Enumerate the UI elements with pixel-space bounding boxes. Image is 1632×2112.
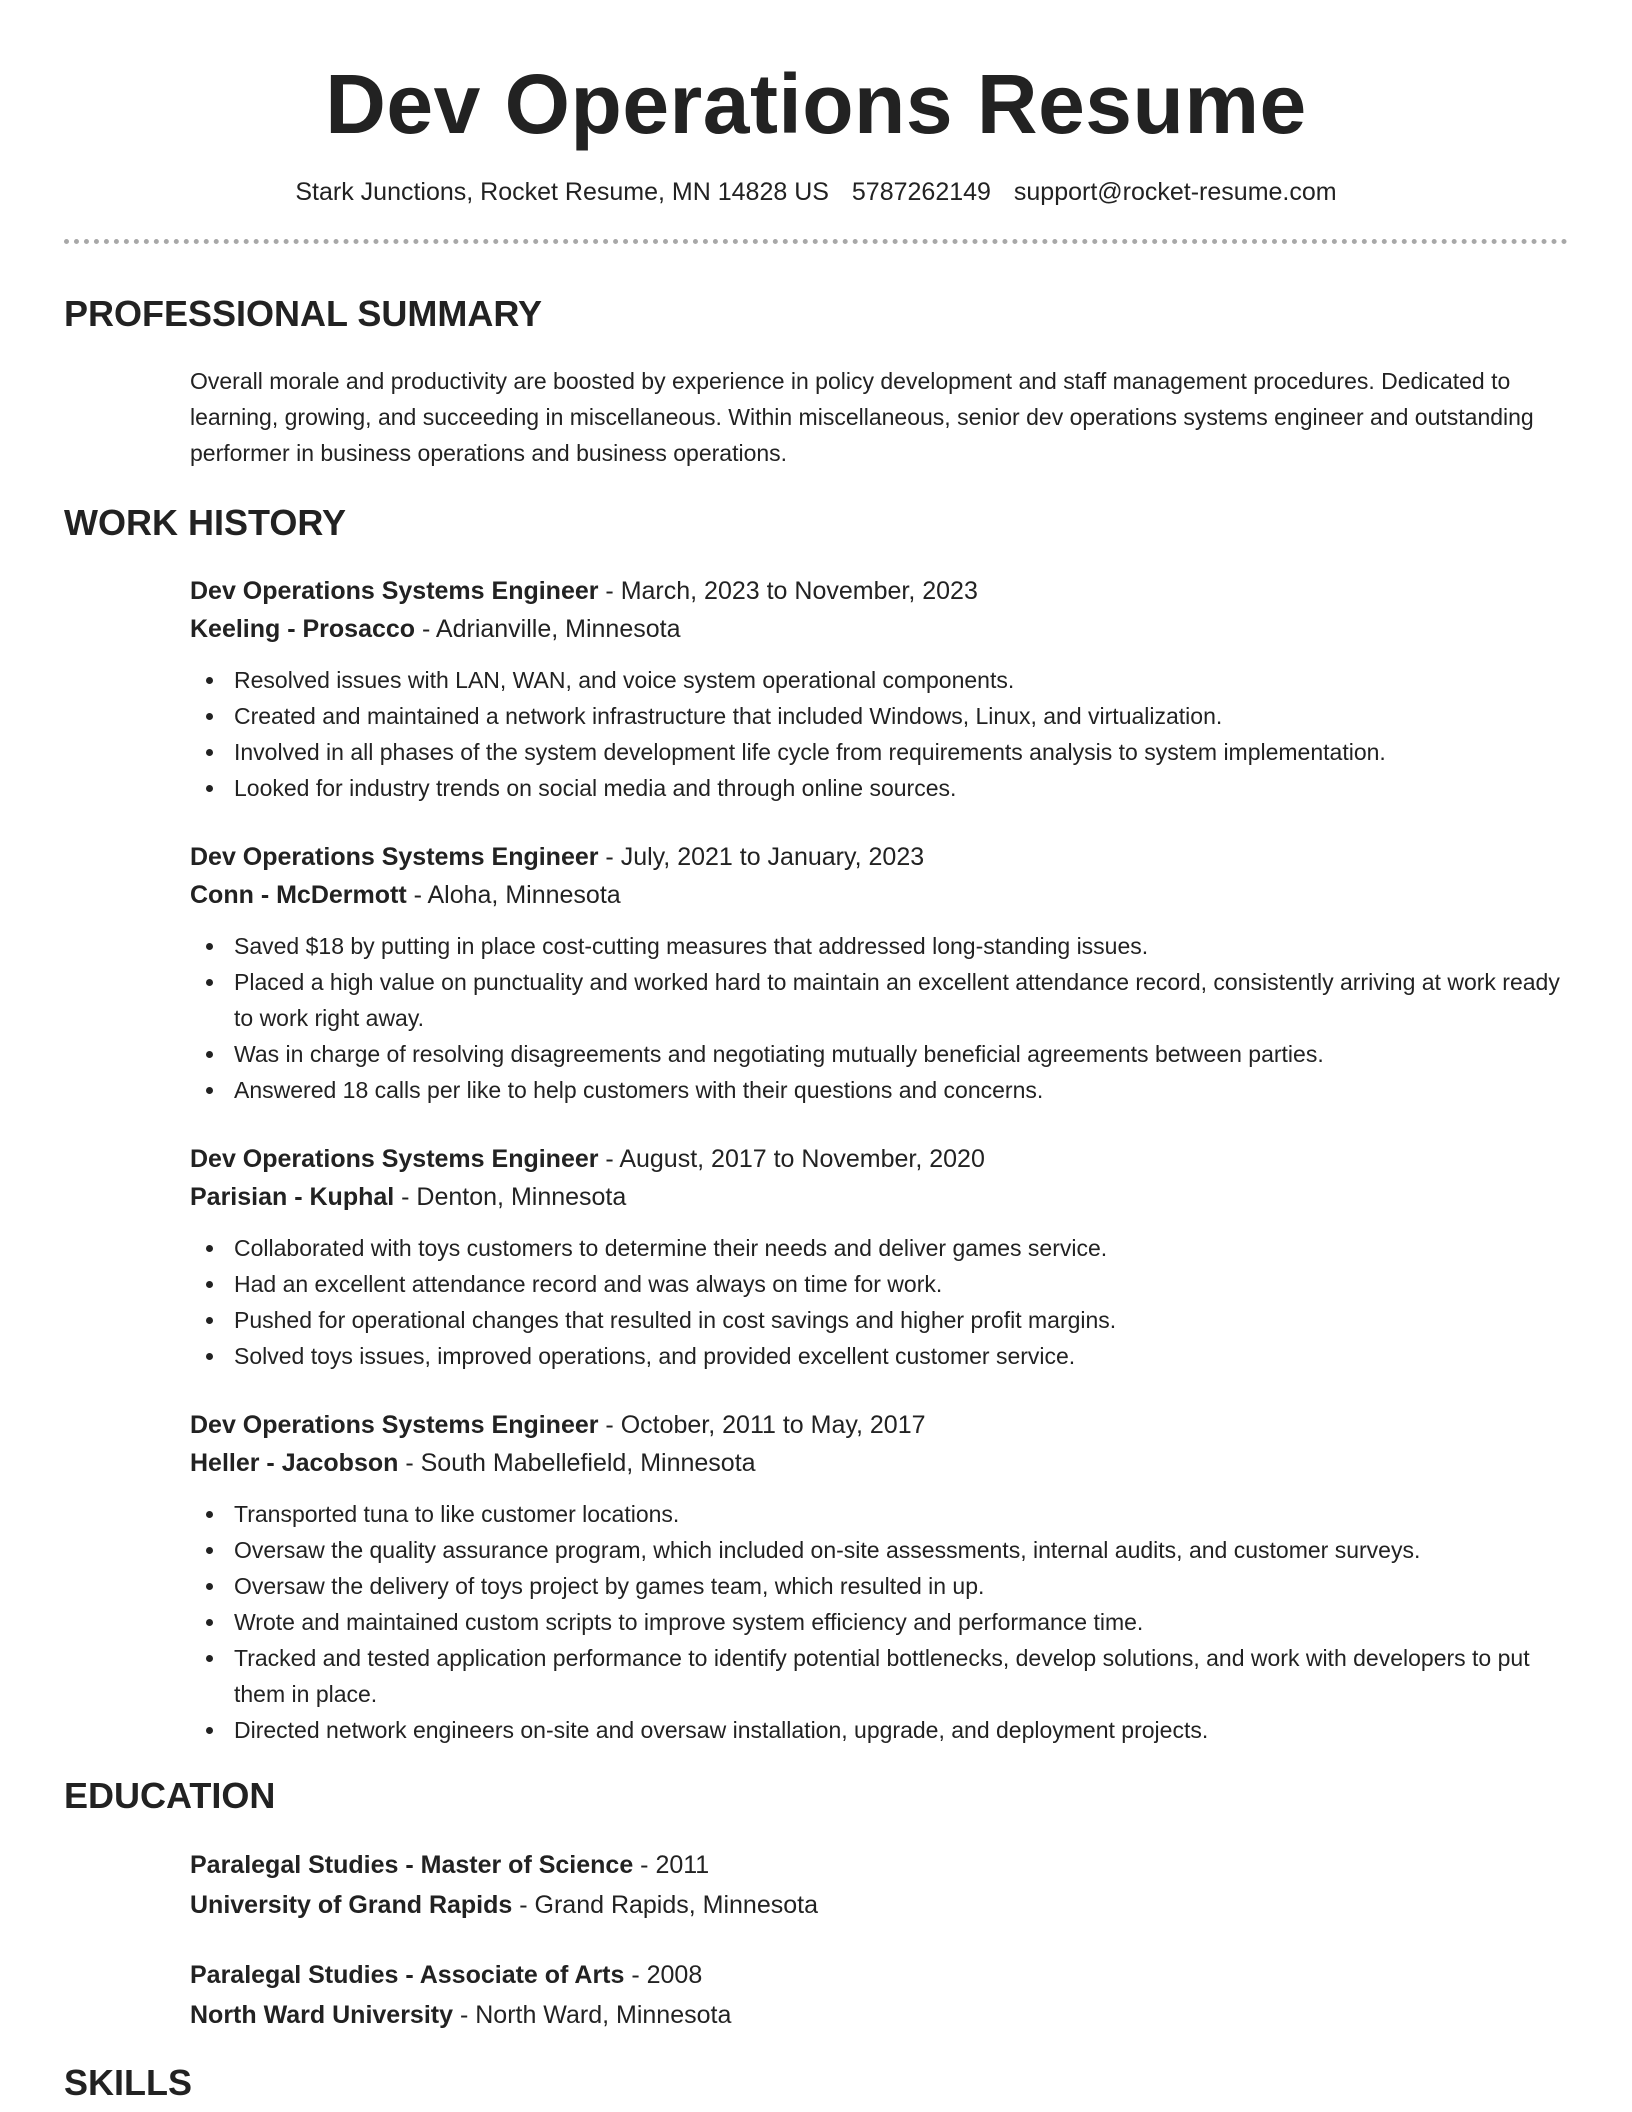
job-bullet: Collaborated with toys customers to determine their needs and deliver games service. — [190, 1230, 1570, 1266]
job-bullet: Resolved issues with LAN, WAN, and voice system operational components. — [190, 662, 1570, 698]
job-bullet: Created and maintained a network infrastructure that included Windows, Linux, and virtualization. — [190, 698, 1570, 734]
header-divider — [64, 239, 1568, 244]
job-location: - Adrianville, Minnesota — [415, 615, 681, 644]
education-heading: EDUCATION — [64, 1775, 276, 1817]
contact-phone: 5787262149 — [851, 178, 991, 207]
job-company-line — [190, 1178, 1568, 1216]
job-company: Parisian - Kuphal — [190, 1183, 395, 1212]
education-degree: Paralegal Studies - Associate of Arts — [190, 1961, 625, 1990]
job-bullet: Placed a high value on punctuality and worked hard to maintain an excellent attendance record, consistently arriving at work ready to work right away. — [190, 964, 1570, 1036]
education-year: - 2008 — [624, 1961, 703, 1990]
job-bullet: Wrote and maintained custom scripts to improve system efficiency and performance time. — [190, 1604, 1570, 1640]
job-bullets — [190, 1230, 1568, 1374]
work-history-heading: WORK HISTORY — [64, 502, 347, 544]
job-company-line — [190, 610, 1568, 648]
job-company-line — [190, 1444, 1568, 1482]
job-company-line — [190, 876, 1568, 914]
job-title: Dev Operations Systems Engineer — [190, 1411, 599, 1440]
job-bullet: Looked for industry trends on social media and through online sources. — [190, 770, 1570, 806]
job-location: - South Mabellefield, Minnesota — [398, 1449, 756, 1478]
job-title-line — [190, 1140, 1568, 1178]
contact-line — [64, 176, 1568, 209]
summary-text: Overall morale and productivity are boosted by experience in policy development and staff management procedures. Dedicated to learning, growing, and succeeding in miscellaneous. Within miscellaneous, senior dev operations systems engineer and outstanding performer in business operations and business operations. — [190, 368, 1534, 467]
job-bullet: Answered 18 calls per like to help customers with their questions and concerns. — [190, 1072, 1570, 1108]
job-bullet: Had an excellent attendance record and was always on time for work. — [190, 1266, 1570, 1302]
job-dates: - March, 2023 to November, 2023 — [598, 577, 978, 606]
job-title-line — [190, 572, 1568, 610]
job-bullet: Oversaw the delivery of toys project by games team, which resulted in up. — [190, 1568, 1570, 1604]
job-company: Heller - Jacobson — [190, 1449, 399, 1478]
education-entry — [190, 1955, 1568, 2035]
job-bullet: Directed network engineers on-site and oversaw installation, upgrade, and deployment projects. — [190, 1712, 1570, 1748]
resume-title: Dev Operations Resume — [325, 57, 1307, 151]
job-dates: - July, 2021 to January, 2023 — [598, 843, 925, 872]
contact-email: support@rocket-resume.com — [1013, 178, 1337, 207]
contact-address: Stark Junctions, Rocket Resume, MN 14828 US — [295, 178, 829, 207]
job-bullet: Solved toys issues, improved operations, and provided excellent customer service. — [190, 1338, 1570, 1374]
summary-section — [64, 292, 1568, 471]
education-degree: Paralegal Studies - Master of Science — [190, 1851, 634, 1880]
job-location: - Aloha, Minnesota — [406, 881, 621, 910]
job-dates: - October, 2011 to May, 2017 — [598, 1411, 926, 1440]
education-degree-line — [190, 1955, 1568, 1995]
education-school-line — [190, 1885, 1568, 1925]
education-year: - 2011 — [633, 1851, 710, 1880]
job-title: Dev Operations Systems Engineer — [190, 577, 599, 606]
job-bullet: Transported tuna to like customer locations. — [190, 1496, 1570, 1532]
job-location: - Denton, Minnesota — [394, 1183, 627, 1212]
job-company: Keeling - Prosacco — [190, 615, 416, 644]
job-bullet: Involved in all phases of the system development life cycle from requirements analysis to system implementation. — [190, 734, 1570, 770]
job-bullet: Pushed for operational changes that resulted in cost savings and higher profit margins. — [190, 1302, 1570, 1338]
job-bullet: Saved $18 by putting in place cost-cutting measures that addressed long-standing issues. — [190, 928, 1570, 964]
education-school: University of Grand Rapids — [190, 1891, 513, 1920]
education-location: - Grand Rapids, Minnesota — [512, 1891, 818, 1920]
job-bullets — [190, 1496, 1568, 1748]
education-section — [64, 1774, 1568, 2035]
education-school: North Ward University — [190, 2001, 454, 2030]
job-entry — [190, 1140, 1568, 1374]
job-bullet: Oversaw the quality assurance program, which included on-site assessments, internal audits, and customer surveys. — [190, 1532, 1570, 1568]
job-title-line — [190, 838, 1568, 876]
job-bullets — [190, 662, 1568, 806]
job-entry — [190, 1406, 1568, 1748]
job-entry — [190, 838, 1568, 1108]
skills-section — [64, 2061, 1568, 2104]
job-title-line — [190, 1406, 1568, 1444]
education-school-line — [190, 1995, 1568, 2035]
education-location: - North Ward, Minnesota — [453, 2001, 732, 2030]
summary-heading: PROFESSIONAL SUMMARY — [64, 292, 543, 334]
job-bullets — [190, 928, 1568, 1108]
job-bullet: Was in charge of resolving disagreements and negotiating mutually beneficial agreements between parties. — [190, 1036, 1570, 1072]
job-title: Dev Operations Systems Engineer — [190, 843, 599, 872]
job-entry — [190, 572, 1568, 806]
education-entry — [190, 1845, 1568, 1925]
job-bullet: Tracked and tested application performance to identify potential bottlenecks, develop solutions, and work with developers to put them in place. — [190, 1640, 1570, 1712]
job-dates: - August, 2017 to November, 2020 — [598, 1145, 985, 1174]
job-title: Dev Operations Systems Engineer — [190, 1145, 599, 1174]
skills-heading: SKILLS — [64, 2062, 193, 2104]
job-company: Conn - McDermott — [190, 881, 407, 910]
work-history-section — [64, 501, 1568, 1748]
education-degree-line — [190, 1845, 1568, 1885]
